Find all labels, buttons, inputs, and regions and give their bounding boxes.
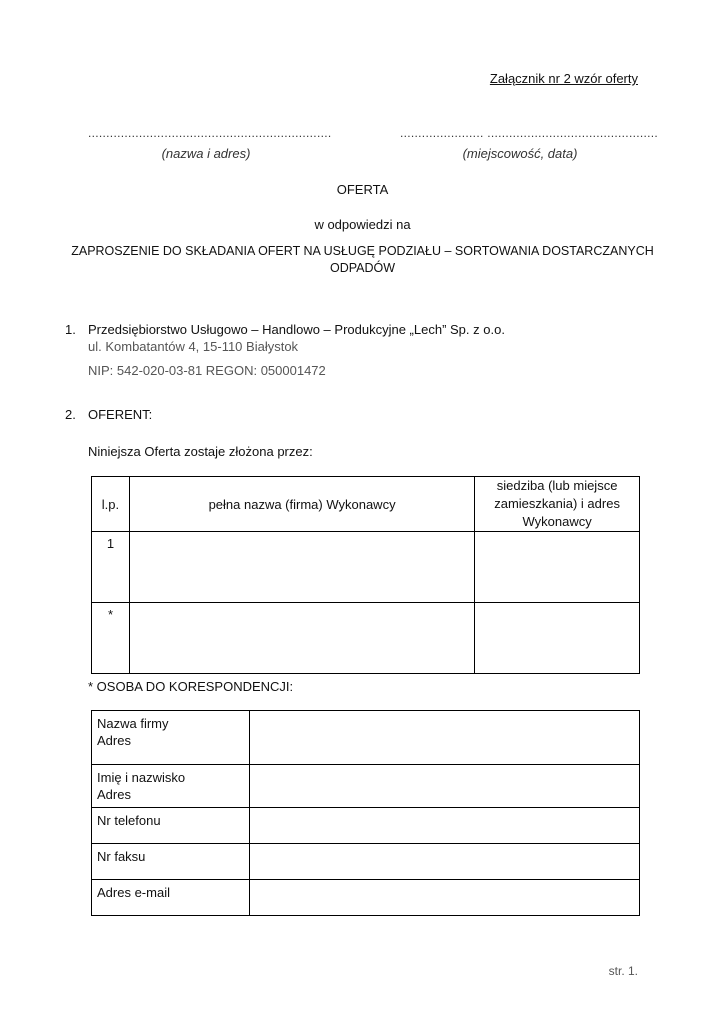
row-lp: * bbox=[92, 603, 130, 674]
contact-row-fax bbox=[92, 844, 640, 880]
contact-value-company-address[interactable] bbox=[250, 711, 640, 765]
section-1-number: 1. bbox=[65, 322, 76, 337]
contact-row-person bbox=[92, 765, 640, 808]
table-row bbox=[92, 603, 640, 674]
header-seat-address bbox=[475, 477, 640, 532]
header-seat-line-3: Wykonawcy bbox=[522, 514, 592, 529]
section-2-number: 2. bbox=[65, 407, 76, 422]
page-number: str. 1. bbox=[608, 964, 638, 978]
attachment-label: Załącznik nr 2 wzór oferty bbox=[489, 71, 638, 86]
contact-label-phone bbox=[92, 808, 250, 844]
contact-row-email bbox=[92, 880, 640, 916]
header-seat-line-1: siedziba (lub miejsce bbox=[496, 478, 618, 493]
contact-label-fax bbox=[92, 844, 250, 880]
offer-title: OFERTA bbox=[336, 182, 389, 197]
contact-label-line-1: Adres e-mail bbox=[97, 885, 170, 900]
row-company-name-cell[interactable] bbox=[129, 532, 474, 603]
contact-label-email bbox=[92, 880, 250, 916]
name-address-dotted-line: ................................................................... bbox=[88, 126, 332, 140]
contact-row-phone bbox=[92, 808, 640, 844]
invitation-line-1: ZAPROSZENIE DO SKŁADANIA OFERT NA USŁUGĘ PODZIAŁU – SORTOWANIA DOSTARCZANYCH bbox=[71, 244, 654, 258]
contact-value-fax[interactable] bbox=[250, 844, 640, 880]
offeror-table bbox=[91, 476, 640, 674]
company-name: Przedsiębiorstwo Usługowo – Handlowo – Produkcyjne „Lech” Sp. z o.o. bbox=[88, 322, 505, 337]
contact-label-line-1: Nazwa firmy bbox=[97, 716, 169, 731]
contact-label-line-2: Adres bbox=[97, 733, 131, 748]
offeror-intro: Niniejsza Oferta zostaje złożona przez: bbox=[88, 444, 313, 459]
place-date-dotted-line: ....................... ............................................... bbox=[400, 126, 659, 140]
name-address-caption: (nazwa i adres) bbox=[161, 146, 251, 161]
contact-value-phone[interactable] bbox=[250, 808, 640, 844]
row-lp: 1 bbox=[92, 532, 130, 603]
contact-label-company-address bbox=[92, 711, 250, 765]
company-address: ul. Kombatantów 4, 15-110 Białystok bbox=[88, 339, 299, 354]
row-company-name-cell[interactable] bbox=[129, 603, 474, 674]
place-date-caption: (miejscowość, data) bbox=[462, 146, 578, 161]
company-tax-ids: NIP: 542-020-03-81 REGON: 050001472 bbox=[88, 363, 326, 378]
contact-label-line-1: Nr faksu bbox=[97, 849, 146, 864]
header-seat-line-2: zamieszkania) i adres bbox=[494, 496, 620, 511]
contact-heading: * OSOBA DO KORESPONDENCJI: bbox=[88, 679, 294, 694]
invitation-title bbox=[60, 243, 665, 277]
contact-label-name-address bbox=[92, 765, 250, 808]
contact-value-email[interactable] bbox=[250, 880, 640, 916]
in-response-text: w odpowiedzi na bbox=[314, 217, 411, 232]
table-header-row bbox=[92, 477, 640, 532]
contact-row-company bbox=[92, 711, 640, 765]
table-row bbox=[92, 532, 640, 603]
contact-label-line-1: Nr telefonu bbox=[97, 813, 161, 828]
row-seat-address-cell[interactable] bbox=[475, 532, 640, 603]
contact-table bbox=[91, 710, 640, 916]
header-company-name: pełna nazwa (firma) Wykonawcy bbox=[129, 477, 474, 532]
row-seat-address-cell[interactable] bbox=[475, 603, 640, 674]
contact-label-line-2: Adres bbox=[97, 787, 131, 802]
header-lp: l.p. bbox=[92, 477, 130, 532]
invitation-line-2: ODPADÓW bbox=[329, 261, 396, 275]
contact-value-name-address[interactable] bbox=[250, 765, 640, 808]
offeror-heading: OFERENT: bbox=[88, 407, 153, 422]
contact-label-line-1: Imię i nazwisko bbox=[97, 770, 186, 785]
